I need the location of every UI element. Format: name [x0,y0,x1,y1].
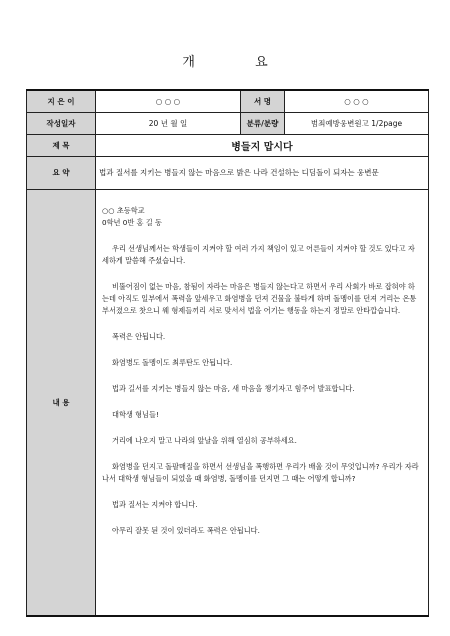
subject-row [27,134,429,156]
author-row [27,90,429,112]
content-label: 내 용 [27,189,96,616]
paragraph: 폭력은 안됩니다. [112,331,166,341]
content-body [96,189,429,616]
date-row [27,112,429,134]
author-intro [102,205,420,229]
paragraph: 대학생 형님들! [112,409,159,419]
overview-table [26,89,429,617]
category-value: 범죄예방웅변원고 1/2page [285,112,429,134]
subject-value: 병들지 맙시다 [96,134,429,156]
paragraph: 법과 길서를 지키는 병들지 않는 마음, 새 마음을 챙기자고 힘주어 발표합니다. [112,383,355,393]
category-label: 분류/분량 [241,112,285,134]
date-value: 20 년 월 일 [96,112,241,134]
school-name: ○○ 초등학교 [102,205,145,215]
paragraph: 화염병을 던지고 돌팔매질을 하면서 선생님을 폭행하면 우리가 배울 것이 무엇입니까? 우리가 자라나서 대학생 형님들이 되었을 때 화염병, 돌멩이를 던지면 그 때는 어떻게 합니까? [102,461,419,483]
author-value: ○ ○ ○ [96,90,241,112]
paragraph: 거리에 나오지 말고 나라의 앞날을 위해 열심히 공부하세요. [112,435,297,445]
paragraph: 화염병도 돌멩이도 최루탄도 안됩니다. [112,357,233,367]
paragraph: 우리 선생님께서는 학생들이 지켜야 할 여러 가지 책임이 있고 어른들이 지켜야 할 것도 있다고 자세하게 말씀해 주셨습니다. [102,243,415,265]
paragraph: 아무리 잘못 된 것이 있더라도 폭력은 안됩니다. [112,525,260,535]
document-title: 개 요 [182,55,296,70]
summary-value: 법과 질서를 지키는 병들지 않는 마음으로 밝은 나라 건설하는 디딤돌이 되자는 웅변문 [96,156,429,189]
signature-label: 서 명 [241,90,285,112]
summary-row [27,156,429,189]
content-row [27,189,429,616]
paragraph: 법과 질서는 지켜야 합니다. [112,499,198,509]
class-name: 0학년 0반 홍 길 동 [102,217,162,227]
signature-value: ○ ○ ○ [285,90,429,112]
subject-label: 제 목 [27,134,96,156]
summary-label: 요 약 [27,156,96,189]
date-label: 작성일자 [27,112,96,134]
paragraph: 비뚤어짐이 없는 마음, 참됨이 자라는 마음은 병들지 않는다고 하면서 우리 사회가 바로 잡혀야 하는데 아직도 일부에서 폭력을 앞세우고 화염병을 던져 건물을 불타게 하며 돌멩이를 던져 거리는 온통 부서졌으로 찻으니 웨 형제들끼리 서로 맞서서 법을 어기는 행동을 하는지 정말로 안타깝습니다. [102,281,417,315]
author-label: 지 은 이 [27,90,96,112]
